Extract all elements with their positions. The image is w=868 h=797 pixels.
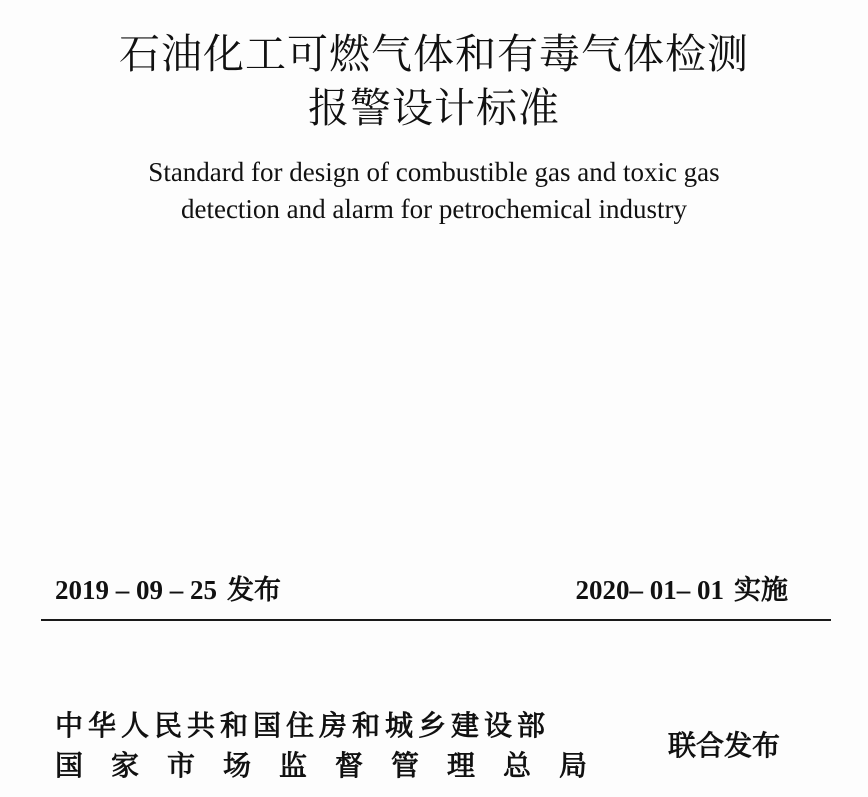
english-title-line-2: detection and alarm for petrochemical industry	[180, 194, 688, 224]
chinese-title-line-2: 报警设计标准	[308, 84, 560, 132]
issuing-authorities	[55, 706, 615, 786]
issuer-line-2: 国家市场监督管理总局	[55, 749, 616, 782]
date-row	[0, 568, 868, 608]
publish-date-block	[55, 568, 281, 607]
english-title-line-1: Standard for design of combustible gas and toxic gas	[148, 157, 720, 187]
chinese-title-line-1: 石油化工可燃气体和有毒气体检测	[119, 30, 749, 78]
effective-date: 2020– 01– 01	[575, 575, 724, 605]
issuer-line-1: 中华人民共和国住房和城乡建设部	[55, 709, 551, 742]
publish-label: 发布	[227, 575, 281, 606]
publish-date: 2019 – 09 – 25	[55, 575, 217, 605]
effective-label: 实施	[734, 575, 788, 606]
joint-issue-label: 联合发布	[668, 729, 781, 762]
horizontal-divider	[41, 619, 831, 621]
effective-date-block	[576, 568, 789, 607]
